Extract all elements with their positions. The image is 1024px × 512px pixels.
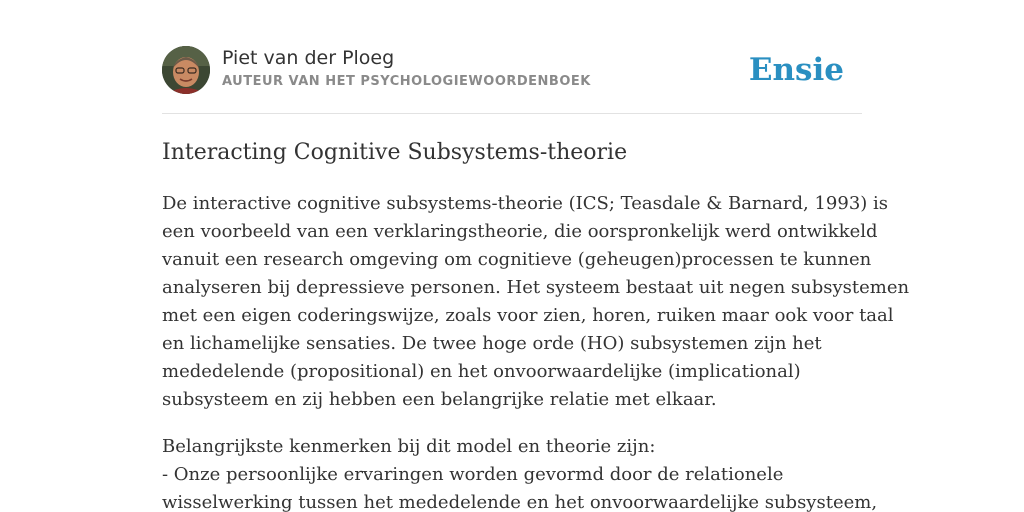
text-line: een voorbeeld van een verklaringstheorie, die oorspronkelijk werd ontwikkeld bbox=[162, 221, 878, 242]
article-paragraph-2 bbox=[162, 433, 878, 512]
article-paragraph-1 bbox=[162, 190, 910, 414]
author-role: AUTEUR VAN HET PSYCHOLOGIEWOORDENBOEK bbox=[222, 74, 591, 89]
brand-logo[interactable]: Ensie bbox=[748, 52, 844, 88]
text-line: en lichamelijke sensaties. De twee hoge orde (HO) subsystemen zijn het bbox=[162, 333, 822, 354]
text-line: De interactive cognitive subsystems-theorie (ICS; Teasdale & Barnard, 1993) is bbox=[162, 193, 889, 214]
avatar-portrait-icon bbox=[162, 46, 210, 94]
article-title: Interacting Cognitive Subsystems-theorie bbox=[162, 140, 628, 165]
text-line: wisselwerking tussen het mededelende en het onvoorwaardelijke subsysteem, bbox=[162, 492, 878, 512]
author-name[interactable]: Piet van der Ploeg bbox=[222, 47, 395, 69]
author-header bbox=[162, 46, 862, 96]
text-line: mededelende (propositional) en het onvoorwaardelijke (implicational) bbox=[162, 361, 801, 382]
text-line: vanuit een research omgeving om cognitieve (geheugen)processen te kunnen bbox=[162, 249, 872, 270]
article-body bbox=[162, 190, 910, 512]
text-line: subsysteem en zij hebben een belangrijke relatie met elkaar. bbox=[162, 389, 717, 410]
header-divider bbox=[162, 113, 862, 114]
text-line: analyseren bij depressieve personen. Het systeem bestaat uit negen subsystemen bbox=[162, 277, 910, 298]
avatar[interactable] bbox=[162, 46, 210, 94]
text-line: - Onze persoonlijke ervaringen worden gevormd door de relationele bbox=[162, 464, 784, 485]
text-line: Belangrijkste kenmerken bij dit model en theorie zijn: bbox=[162, 436, 656, 457]
text-line: met een eigen coderingswijze, zoals voor zien, horen, ruiken maar ook voor taal bbox=[162, 305, 894, 326]
